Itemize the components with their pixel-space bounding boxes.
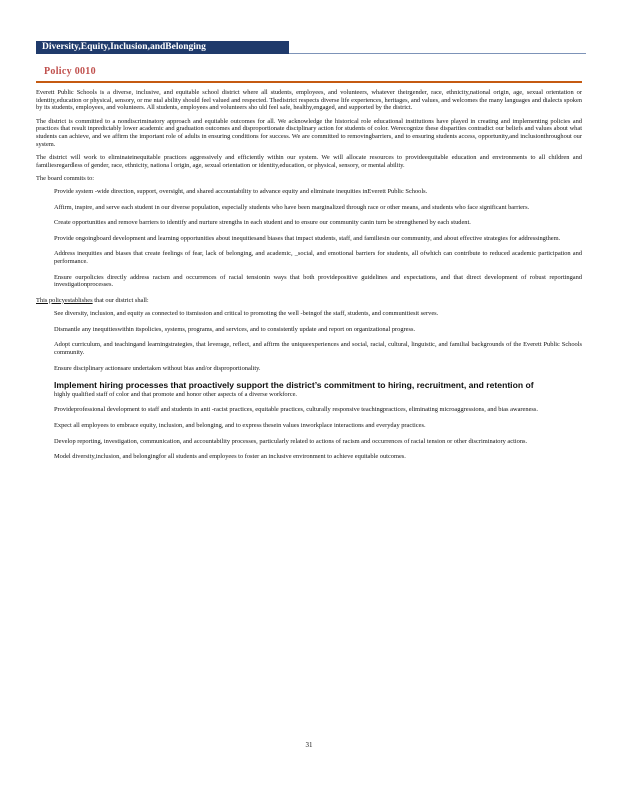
board-intro: The board commits to: [36, 175, 95, 183]
page-number: 31 [305, 741, 313, 749]
list-item: Expect all employees to embrace equity, inclusion, and belonging, and to express thesein values inworkplace interactions and everyday practices. [54, 422, 426, 430]
district-actions-list [36, 310, 582, 461]
hiring-rest: highly qualified staff of color and that promote and honor other aspects of a diverse workforce. [54, 390, 298, 398]
list-item: Provide ongoingboard development and learning opportunities about inequitiesand biases that impact students, staff, and familiesin our community, and about effective strategies for addressingthem. [54, 234, 561, 242]
section-header-bar [36, 41, 289, 54]
list-item: See diversity, inclusion, and equity as connected to itsmission and critical to promoting the well -beingof the staff, students, and communitiesit serves. [54, 310, 439, 318]
list-item: Provide system -wide direction, support, oversight, and shared accountability to advance equity and eliminate inequities inEverett Public Schools. [54, 187, 428, 195]
list-item: Model diversity,inclusion, and belongingfor all students and employees to foster an inclusive environment to achieve equitable outcomes. [54, 453, 406, 461]
policy-number: Policy 0010 [44, 66, 96, 77]
policy-rule [36, 81, 582, 83]
intro-paragraph: The district will work to eliminateinequitable practices aggressively and efficiently within our system. We will allocate resources to provideequitable education and environments to all children and familiesregardless of gender, race, ethnicity, nationa l origin, age, sexual orientation or identity,education, or physical, sensory, or mental ability. [36, 154, 582, 169]
board-commitments-list [36, 188, 582, 289]
policy-section-intro: This policyestablishes that our district shall: [36, 296, 149, 304]
list-item: Adopt curriculum, and teachingand learningstrategies, that leverage, reflect, and affirm the uniqueexperiences and social, racial, cultural, linguistic, and familial backgrounds of the Everett Public Schools community. [54, 341, 582, 357]
list-item: Develop reporting, investigation, communication, and accountability processes, particularly related to actions of racism and occurrences of racial tension or other discriminatory actions. [54, 437, 528, 445]
intro-paragraph: The district is committed to a nondiscriminatory approach and equitable outcomes for all. We acknowledge the historical role educational institutions have played in creating and implementing policies and practices that result inpredictably lower academic and graduation outcomes and disproportionate disciplinary action for students of color. Werecognize these disparities contradict our beliefs and values about what students can achieve, and we affirm the important role of adults in ensuring conditions for success. We are committed to removingbarriers, and to ensuring students access, opportunity,and inclusionthroughout our system. [36, 117, 582, 148]
list-item: Ensure ourpolicies directly address racism and occurrences of racial tensionin ways that both providepositive guidelines and expectations, and that direct development of robust reportingand investigationprocesses. [54, 273, 582, 289]
intro-paragraph: Everett Public Schools is a diverse, inclusive, and equitable school district where all students, employees, and volunteers, whatever theirgender, race, ethnicity,national origin, age, sexual orientation or identity,education or physical, sensory, or me ntal ability should feel valued and respected. Thedistrict respects diverse life experiences, heritages, and values, and welcomes the many languages and dialects spoken by its students, employees, and volunteers. All students, employees and volunteers sho uld feel safe, healthy,engaged, and supported by the district. [36, 89, 582, 112]
list-item: Address inequities and biases that create feelings of fear, lack of belonging, and academic, _social, and emotional barriers for students, all ofwhich can contribute to reduced academic participation and performance. [54, 250, 582, 265]
list-item: Ensure disciplinary actionsare undertaken without bias and/or disproportionality. [54, 364, 261, 372]
hiring-lead: Implement hiring processes that proactively support the district’s commitment to hiring, recruitment, and retention of [54, 380, 534, 391]
section-title: Diversity,Equity,Inclusion,andBelonging [42, 42, 206, 52]
list-item: Dismantle any inequitieswithin itspolicies, systems, programs, and services, and to consistently update and report on organizational progress. [54, 325, 416, 333]
list-item: Affirm, inspire, and serve each student in our diverse population, especially students who have been marginalized through race or other means, and students who face significant barriers. [54, 203, 530, 211]
policy-body [36, 89, 582, 469]
list-item: Create opportunities and remove barriers to identify and nurture strengths in each student and to ensure our community canin turn be strengthened by each student. [54, 219, 471, 227]
header-rule [289, 53, 586, 54]
list-item: Provideprofessional development to staff and students in anti -racist practices, equitable practices, culturally responsive teachingpractices, eliminating microaggressions, and bias awareness. [54, 406, 538, 414]
list-item-hiring [36, 380, 582, 398]
